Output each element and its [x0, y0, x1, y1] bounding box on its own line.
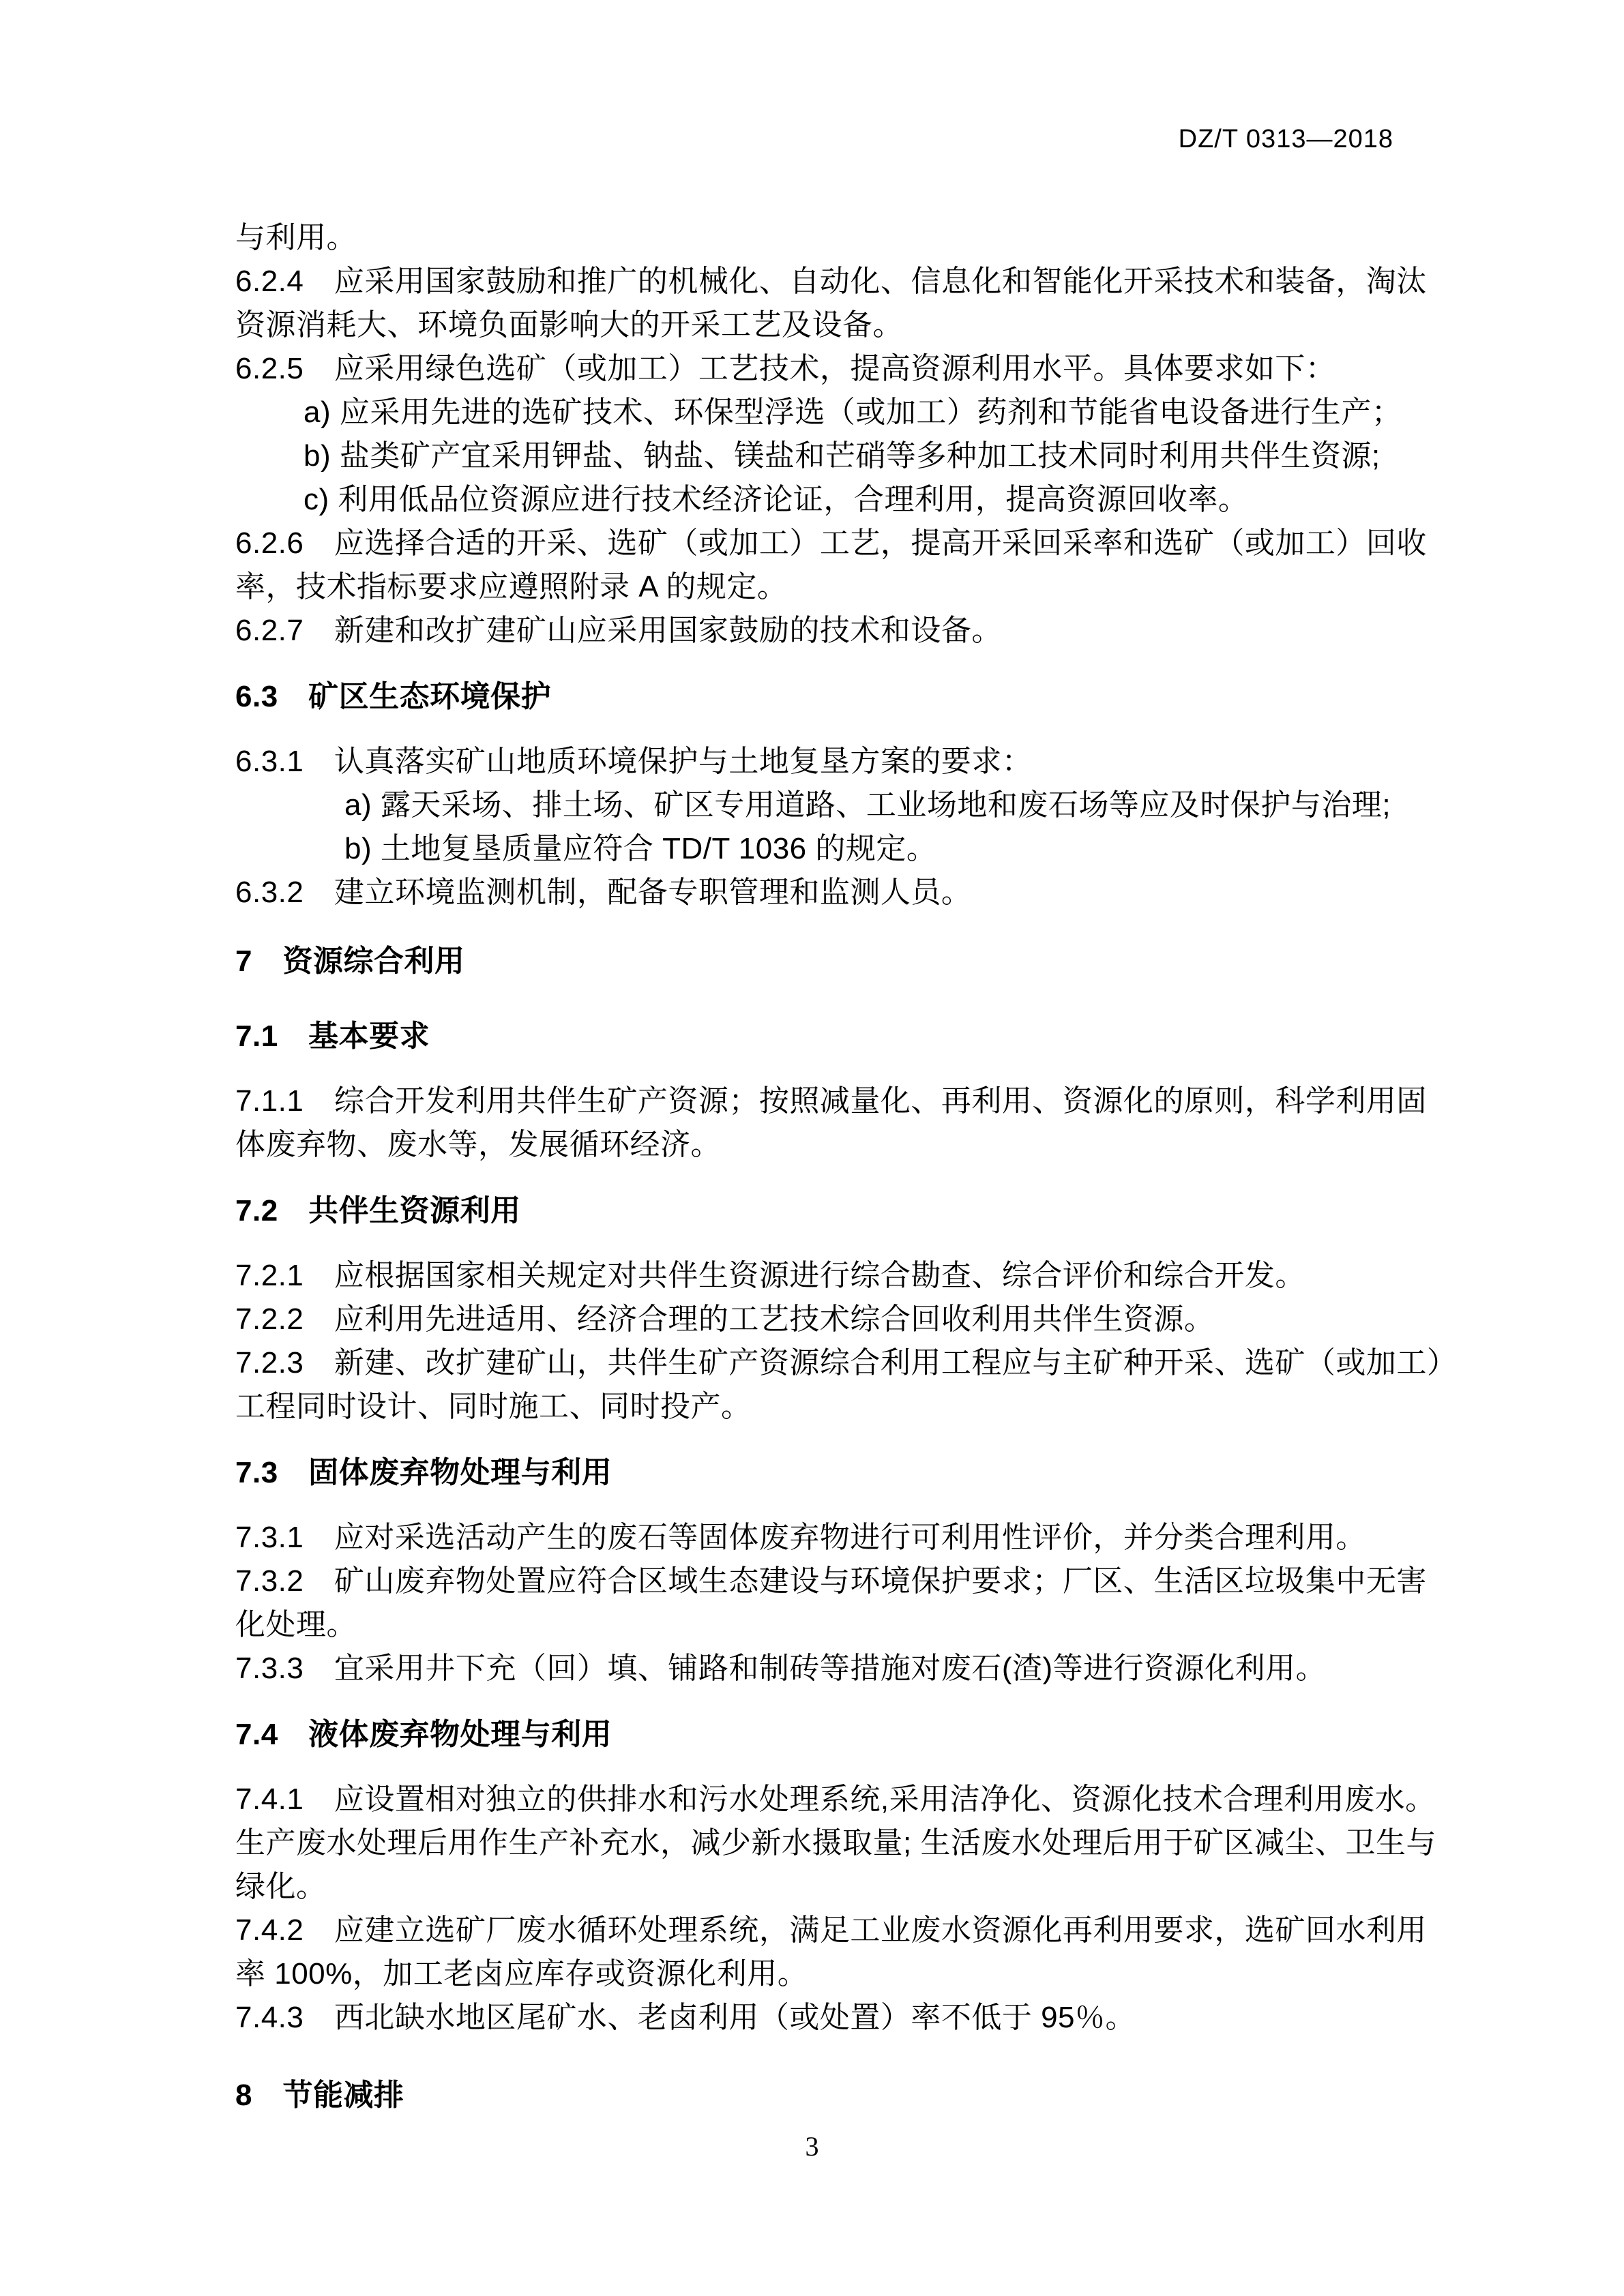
- clause-7-3-1: 7.3.1 应对采选活动产生的废石等固体废弃物进行可利用性评价，并分类合理利用。: [235, 1521, 1366, 1554]
- heading-7: 7 资源综合利用: [235, 944, 465, 978]
- list-item-a: a) 应采用先进的选矿技术、环保型浮选（或加工）药剂和节能省电设备进行生产；: [304, 396, 1402, 429]
- clause-7-4-1-line-3: 绿化。: [235, 1870, 327, 1903]
- clause-7-2-1: 7.2.1 应根据国家相关规定对共伴生资源进行综合勘查、综合评价和综合开发。: [235, 1259, 1305, 1292]
- list-item-b: b) 土地复垦质量应符合 TD/T 1036 的规定。: [344, 832, 937, 865]
- clause-7-4-2-line-1: 7.4.2 应建立选矿厂废水循环处理系统，满足工业废水资源化再利用要求，选矿回水利用: [235, 1913, 1427, 1947]
- clause-7-2-2: 7.2.2 应利用先进适用、经济合理的工艺技术综合回收利用共伴生资源。: [235, 1302, 1215, 1336]
- clause-6-2-6-line-1: 6.2.6 应选择合适的开采、选矿（或加工）工艺，提高开采回采率和选矿（或加工）回收: [235, 526, 1427, 560]
- heading-7-3: 7.3 固体废弃物处理与利用: [235, 1456, 612, 1489]
- heading-7-4: 7.4 液体废弃物处理与利用: [235, 1718, 612, 1751]
- clause-6-2-4-line-1: 6.2.4 应采用国家鼓励和推广的机械化、自动化、信息化和智能化开采技术和装备，淘汰: [235, 265, 1427, 298]
- clause-7-4-1-line-2: 生产废水处理后用作生产补充水，减少新水摄取量; 生活废水处理后用于矿区减尘、卫生与: [235, 1826, 1436, 1860]
- list-item-a: a) 露天采场、排土场、矿区专用道路、工业场地和废石场等应及时保护与治理;: [344, 788, 1391, 822]
- clause-6-3-1: 6.3.1 认真落实矿山地质环境保护与土地复垦方案的要求：: [235, 745, 1033, 778]
- clause-7-4-1-line-1: 7.4.1 应设置相对独立的供排水和污水处理系统,采用洁净化、资源化技术合理利用废水。: [235, 1783, 1436, 1816]
- clause-7-4-2-line-2: 率 100%，加工老卤应库存或资源化利用。: [235, 1957, 808, 1991]
- heading-7-2: 7.2 共伴生资源利用: [235, 1194, 521, 1227]
- document-body: [235, 216, 1458, 2149]
- clause-7-3-2-line-1: 7.3.2 矿山废弃物处置应符合区域生态建设与环境保护要求；厂区、生活区垃圾集中无害: [235, 1564, 1427, 1598]
- clause-7-3-2-line-2: 化处理。: [235, 1608, 357, 1641]
- standard-code-header: DZ/T 0313—2018: [1178, 125, 1393, 153]
- clause-7-2-3-line-1: 7.2.3 新建、改扩建矿山，共伴生矿产资源综合利用工程应与主矿种开采、选矿（或加工）: [235, 1346, 1458, 1380]
- heading-6-3: 6.3 矿区生态环境保护: [235, 680, 552, 713]
- list-item-c: c) 利用低品位资源应进行技术经济论证，合理利用，提高资源回收率。: [304, 483, 1249, 516]
- page-number: 3: [805, 2131, 819, 2162]
- clause-6-2-7: 6.2.7 新建和改扩建矿山应采用国家鼓励的技术和设备。: [235, 614, 1002, 647]
- clause-6-2-6-line-2: 率，技术指标要求应遵照附录 A 的规定。: [235, 570, 788, 603]
- clause-7-1-1-line-2: 体废弃物、废水等，发展循环经济。: [235, 1128, 721, 1161]
- heading-8: 8 节能减排: [235, 2078, 404, 2112]
- clause-6-2-5: 6.2.5 应采用绿色选矿（或加工）工艺技术，提高资源利用水平。具体要求如下：: [235, 352, 1336, 385]
- heading-7-1: 7.1 基本要求: [235, 1019, 430, 1053]
- clause-7-1-1-line-1: 7.1.1 综合开发利用共伴生矿产资源；按照减量化、再利用、资源化的原则，科学利用固: [235, 1084, 1427, 1118]
- clause-7-4-3: 7.4.3 西北缺水地区尾矿水、老卤利用（或处置）率不低于 95％。: [235, 2001, 1136, 2034]
- list-item-b: b) 盐类矿产宜采用钾盐、钠盐、镁盐和芒硝等多种加工技术同时利用共伴生资源;: [304, 439, 1381, 473]
- page-continuation-line: 与利用。: [235, 221, 357, 254]
- clause-7-3-3: 7.3.3 宜采用井下充（回）填、铺路和制砖等措施对废石(渣)等进行资源化利用。: [235, 1652, 1327, 1685]
- clause-7-2-3-line-2: 工程同时设计、同时施工、同时投产。: [235, 1390, 752, 1423]
- clause-6-2-4-line-2: 资源消耗大、环境负面影响大的开采工艺及设备。: [235, 308, 903, 342]
- clause-6-3-2: 6.3.2 建立环境监测机制，配备专职管理和监测人员。: [235, 876, 972, 909]
